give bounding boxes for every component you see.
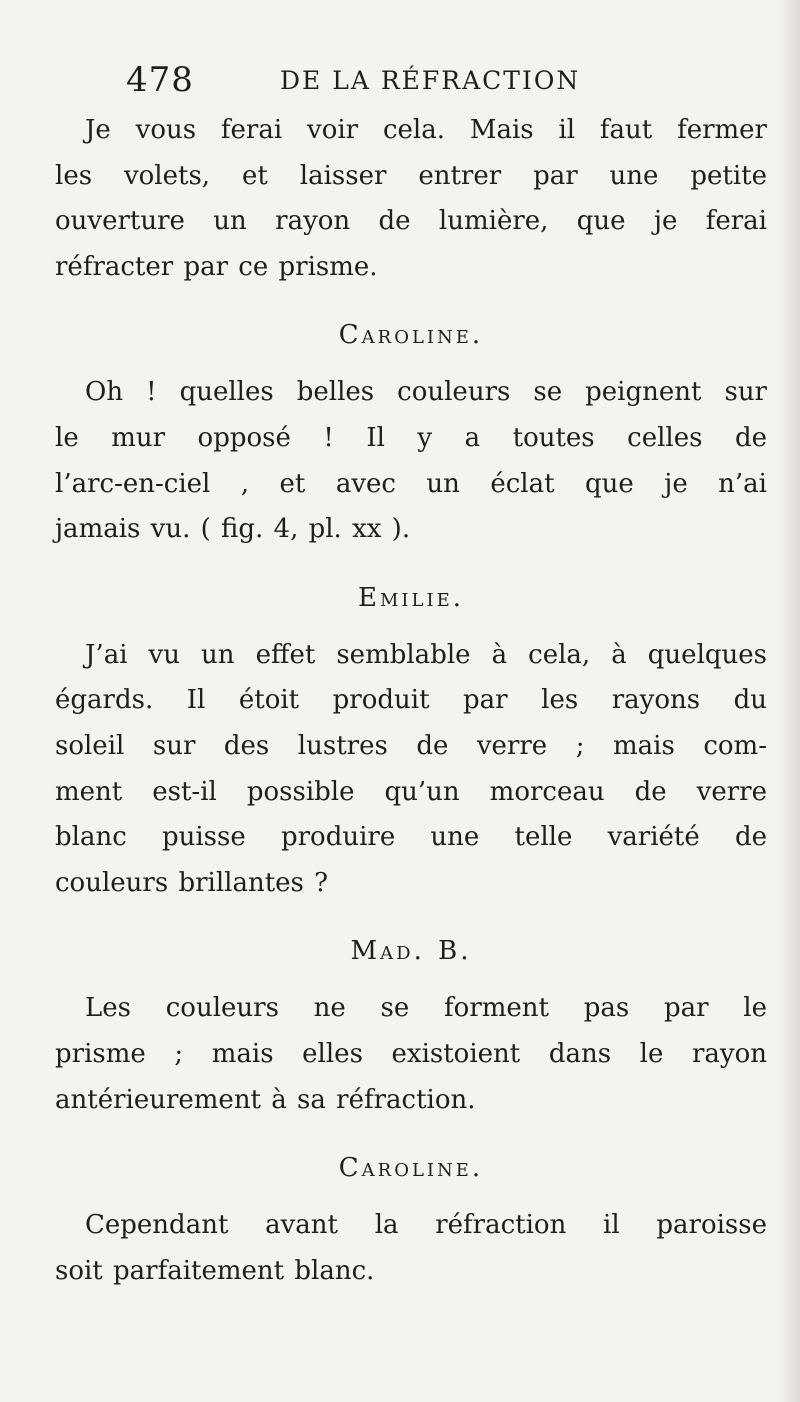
text-line: le mur opposé ! Il y a toutes celles de <box>55 422 767 453</box>
text-line: réfracter par ce prisme. <box>55 251 378 282</box>
text-line: égards. Il étoit produit par les rayons du <box>55 685 767 716</box>
text-line: Cependant avant la réfraction il paroisse <box>85 1210 767 1241</box>
page-edge-shadow <box>778 0 800 1402</box>
text-line: jamais vu. ( fig. 4, pl. xx ). <box>55 514 411 545</box>
paragraph-5 <box>55 1203 767 1294</box>
text-line: prisme ; mais elles existoient dans le rayon <box>55 1038 767 1069</box>
text-line: blanc puisse produire une telle variété de <box>55 822 767 853</box>
speaker-emilie: Emilie. <box>358 582 464 613</box>
page-number: 478 <box>126 60 194 100</box>
text-line: les volets, et laisser entrer par une petite <box>55 160 767 191</box>
speaker-caroline: Caroline. <box>338 320 484 351</box>
paragraph-2 <box>55 370 767 552</box>
text-line: Oh ! quelles belles couleurs se peignent sur <box>85 377 767 408</box>
text-line: ouverture un rayon de lumière, que je ferai <box>55 206 767 237</box>
text-line: Je vous ferai voir cela. Mais il faut fermer <box>85 115 767 145</box>
text-line: ment est-il possible qu’un morceau de verre <box>55 776 767 807</box>
text-line: l’arc-en-ciel , et avec un éclat que je n’ai <box>55 468 767 499</box>
running-head: DE LA RÉFRACTION <box>280 66 581 95</box>
body-text <box>55 108 767 1294</box>
paragraph-3 <box>55 633 767 907</box>
text-line: J’ai vu un effet semblable à cela, à quelques <box>85 639 767 670</box>
text-line: antérieurement à sa réfraction. <box>55 1084 476 1115</box>
text-line: soleil sur des lustres de verre ; mais com- <box>55 730 767 761</box>
paragraph-1 <box>55 108 767 290</box>
page-header <box>126 60 586 102</box>
paragraph-4 <box>55 986 767 1123</box>
speaker-mad-b: Mad. B. <box>350 936 472 967</box>
speaker-caroline-2: Caroline. <box>338 1153 484 1184</box>
text-line: Les couleurs ne se forment pas par le <box>85 993 767 1024</box>
text-line: soit parfaitement blanc. <box>55 1255 375 1286</box>
text-line: couleurs brillantes ? <box>55 867 329 898</box>
